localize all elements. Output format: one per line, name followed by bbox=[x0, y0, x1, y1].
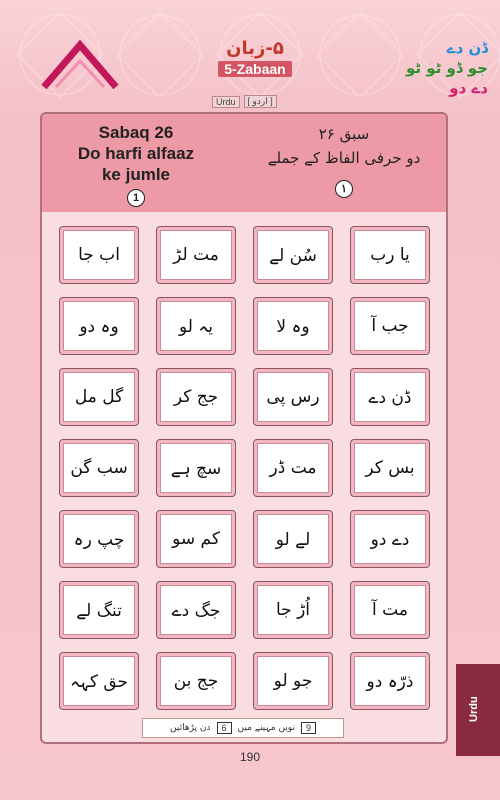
language-tag-english: Urdu bbox=[212, 96, 240, 108]
word-card-text: یہ لو bbox=[178, 316, 214, 337]
lesson-panel bbox=[40, 112, 448, 744]
word-card bbox=[350, 297, 430, 355]
word-card bbox=[253, 510, 333, 568]
lesson-subtitle: Do harfi alfaaz bbox=[77, 144, 195, 163]
word-card-text: جگ دے bbox=[171, 600, 221, 621]
word-card bbox=[253, 297, 333, 355]
word-card bbox=[350, 510, 430, 568]
word-card-text: حق کہہ bbox=[69, 671, 129, 692]
word-card bbox=[59, 226, 139, 284]
side-word-2: جو ڈو ٹو ٹو bbox=[406, 59, 488, 77]
word-card bbox=[350, 439, 430, 497]
chapter-title bbox=[190, 38, 320, 78]
word-card-text: یا رب bbox=[370, 245, 410, 265]
language-tag bbox=[212, 95, 277, 108]
lesson-title-ur: سبق ۲۶ bbox=[318, 125, 370, 143]
word-card bbox=[156, 581, 236, 639]
word-card bbox=[253, 652, 333, 710]
word-card bbox=[350, 368, 430, 426]
word-card-text: اب جا bbox=[78, 245, 120, 265]
word-card-text: مت ڈر bbox=[269, 458, 317, 478]
lesson-header bbox=[42, 114, 446, 212]
word-card-text: سب گن bbox=[70, 458, 128, 478]
word-card bbox=[156, 510, 236, 568]
chapter-title-english: 5-Zabaan bbox=[218, 61, 291, 77]
side-word-1: ڈن دے bbox=[446, 39, 488, 57]
word-card bbox=[59, 652, 139, 710]
word-card bbox=[156, 652, 236, 710]
word-card-text: جج بن bbox=[173, 671, 219, 691]
word-card bbox=[156, 368, 236, 426]
header-side-words bbox=[406, 38, 488, 98]
word-card bbox=[59, 368, 139, 426]
word-card bbox=[59, 510, 139, 568]
chapter-title-urdu: ۵-زبان bbox=[226, 38, 284, 59]
word-card-text: سچ ہے bbox=[170, 458, 222, 479]
word-card bbox=[59, 297, 139, 355]
lesson-number-badge: 1 bbox=[127, 189, 145, 207]
word-card bbox=[253, 581, 333, 639]
month-number: 9 bbox=[301, 722, 316, 734]
word-card-text: کم سو bbox=[172, 529, 220, 549]
lesson-title-english bbox=[56, 122, 216, 207]
book-logo-icon bbox=[40, 35, 120, 93]
word-card bbox=[59, 439, 139, 497]
word-card-text: لے لو bbox=[275, 529, 311, 550]
word-card-text: ڈن دے bbox=[368, 387, 412, 408]
schedule-text-a: نویں مہینے میں bbox=[237, 723, 295, 733]
word-card-text: سُن لے bbox=[269, 245, 317, 266]
word-card-text: اُڑ جا bbox=[275, 600, 311, 620]
section-tab[interactable] bbox=[456, 664, 500, 756]
lesson-title: Sabaq 26 bbox=[98, 123, 174, 142]
word-card bbox=[156, 439, 236, 497]
word-card-text: دے دو bbox=[370, 529, 410, 550]
lesson-title-urdu bbox=[264, 122, 424, 199]
language-tag-urdu: [ اردو ] bbox=[244, 95, 277, 108]
page-number: 190 bbox=[239, 750, 261, 764]
word-card-text: جو لو bbox=[273, 671, 313, 691]
word-card-text: جج کر bbox=[173, 387, 219, 407]
word-card bbox=[156, 226, 236, 284]
lesson-number-badge-ur: ۱ bbox=[335, 180, 353, 198]
schedule-note bbox=[142, 718, 344, 738]
word-card-text: مت آ bbox=[372, 600, 408, 620]
word-card bbox=[253, 439, 333, 497]
lesson-subtitle-2: ke jumle bbox=[101, 165, 171, 184]
schedule-text-b: دن پڑھائیں bbox=[170, 723, 211, 733]
word-card-text: رس پی bbox=[266, 387, 320, 407]
word-card-text: گل مل bbox=[74, 387, 124, 407]
section-tab-label: Urdu bbox=[468, 696, 480, 722]
word-card bbox=[253, 226, 333, 284]
word-card-text: چپ رہ bbox=[73, 529, 125, 550]
word-card-grid bbox=[60, 226, 430, 710]
side-word-3: دے دو bbox=[449, 79, 488, 97]
word-card bbox=[253, 368, 333, 426]
word-card-text: وہ لا bbox=[276, 316, 310, 337]
word-card-text: جب آ bbox=[371, 316, 409, 336]
word-card-text: بس کر bbox=[365, 458, 415, 478]
word-card-text: مت لڑ bbox=[173, 245, 219, 265]
word-card bbox=[59, 581, 139, 639]
word-card bbox=[156, 297, 236, 355]
word-card bbox=[350, 226, 430, 284]
word-card bbox=[350, 581, 430, 639]
word-card bbox=[350, 652, 430, 710]
lesson-subtitle-ur: دو حرفی الفاظ کے جملے bbox=[267, 149, 421, 167]
word-card-text: وہ دو bbox=[79, 316, 119, 337]
days-number: 6 bbox=[217, 722, 232, 734]
word-card-text: تنگ لے bbox=[76, 600, 122, 621]
word-card-text: ذرّہ دو bbox=[366, 671, 414, 692]
